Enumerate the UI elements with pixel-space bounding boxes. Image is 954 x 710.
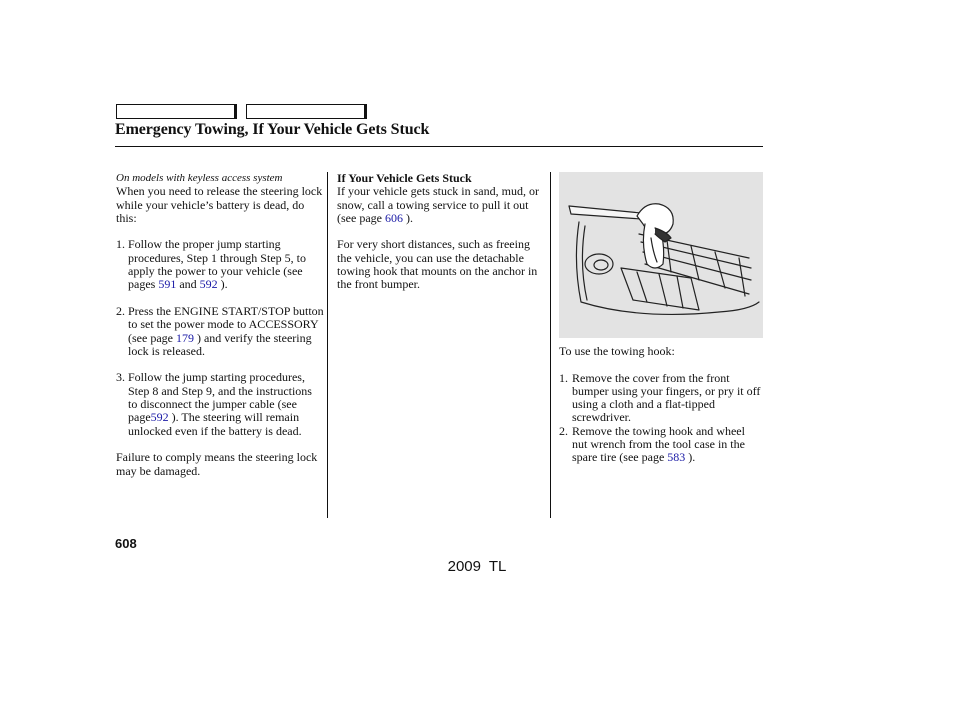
list-item: 1. Remove the cover from the front bumper using your fingers, or pry it off using a cloth and a flat-tipped screwdriver. [559,370,761,425]
page-link[interactable]: 606 [384,210,403,225]
list-number: 1. [559,370,568,385]
towing-hook-figure [559,172,763,338]
list-number: 2. [116,303,125,318]
hook-intro: To use the towing hook: [559,344,675,358]
left-column [116,172,324,478]
list-number: 1. [116,237,125,252]
section-heading: If Your Vehicle Gets Stuck [337,171,472,185]
list-item: 2. Press the ENGINE START/STOP button to set the power mode to ACCESSORY (see page 179 ) and verify the steering lock is released. [116,303,324,358]
section-tab-left [116,104,237,119]
list-item: 2. Remove the towing hook and wheel nut wrench from the tool case in the spare tire (see page 583 ). [559,423,745,465]
column-divider-right [550,172,551,518]
right-column [559,345,763,465]
page-link[interactable]: 592 [199,277,218,292]
page-number: 608 [115,536,137,551]
middle-column [337,172,543,292]
page-title: Emergency Towing, If Your Vehicle Gets Stuck [115,121,430,138]
page-link[interactable]: 591 [158,277,177,292]
list-item: 3. Follow the jump starting procedures, Step 8 and Step 9, and the instructions to disconnect the jumper cable (see page592 ). The steering will remain unlocked even if the battery is dead. [116,370,312,438]
stuck-paragraph: If your vehicle gets stuck in sand, mud, or snow, call a towing service to pull it out (see page 606 ). [337,184,539,225]
warning-paragraph: Failure to comply means the steering lock may be damaged. [116,450,318,478]
page-link[interactable]: 583 [667,450,686,465]
column-divider-left [327,172,328,518]
list-number: 2. [559,423,568,438]
section-tab-right [246,104,367,119]
towing-hook-bumper-illustration-icon [559,172,763,338]
page-link[interactable]: 592 [150,410,169,425]
list-item: 1. Follow the proper jump starting procedures, Step 1 through Step 5, to apply the power to your vehicle (see pages 591 and 592 ). [116,237,306,292]
intro-paragraph: When you need to release the steering lock while your vehicle’s battery is dead, do this: [116,184,323,225]
title-rule [115,146,763,147]
footer-model: 2009 TL [447,558,507,575]
page-link[interactable]: 179 [175,330,194,345]
towing-hook-paragraph: For very short distances, such as freeing the vehicle, you can use the detachable towing hook that mounts on the anchor in the front bumper. [337,237,538,292]
list-number: 3. [116,370,125,385]
model-note: On models with keyless access system [116,172,283,184]
